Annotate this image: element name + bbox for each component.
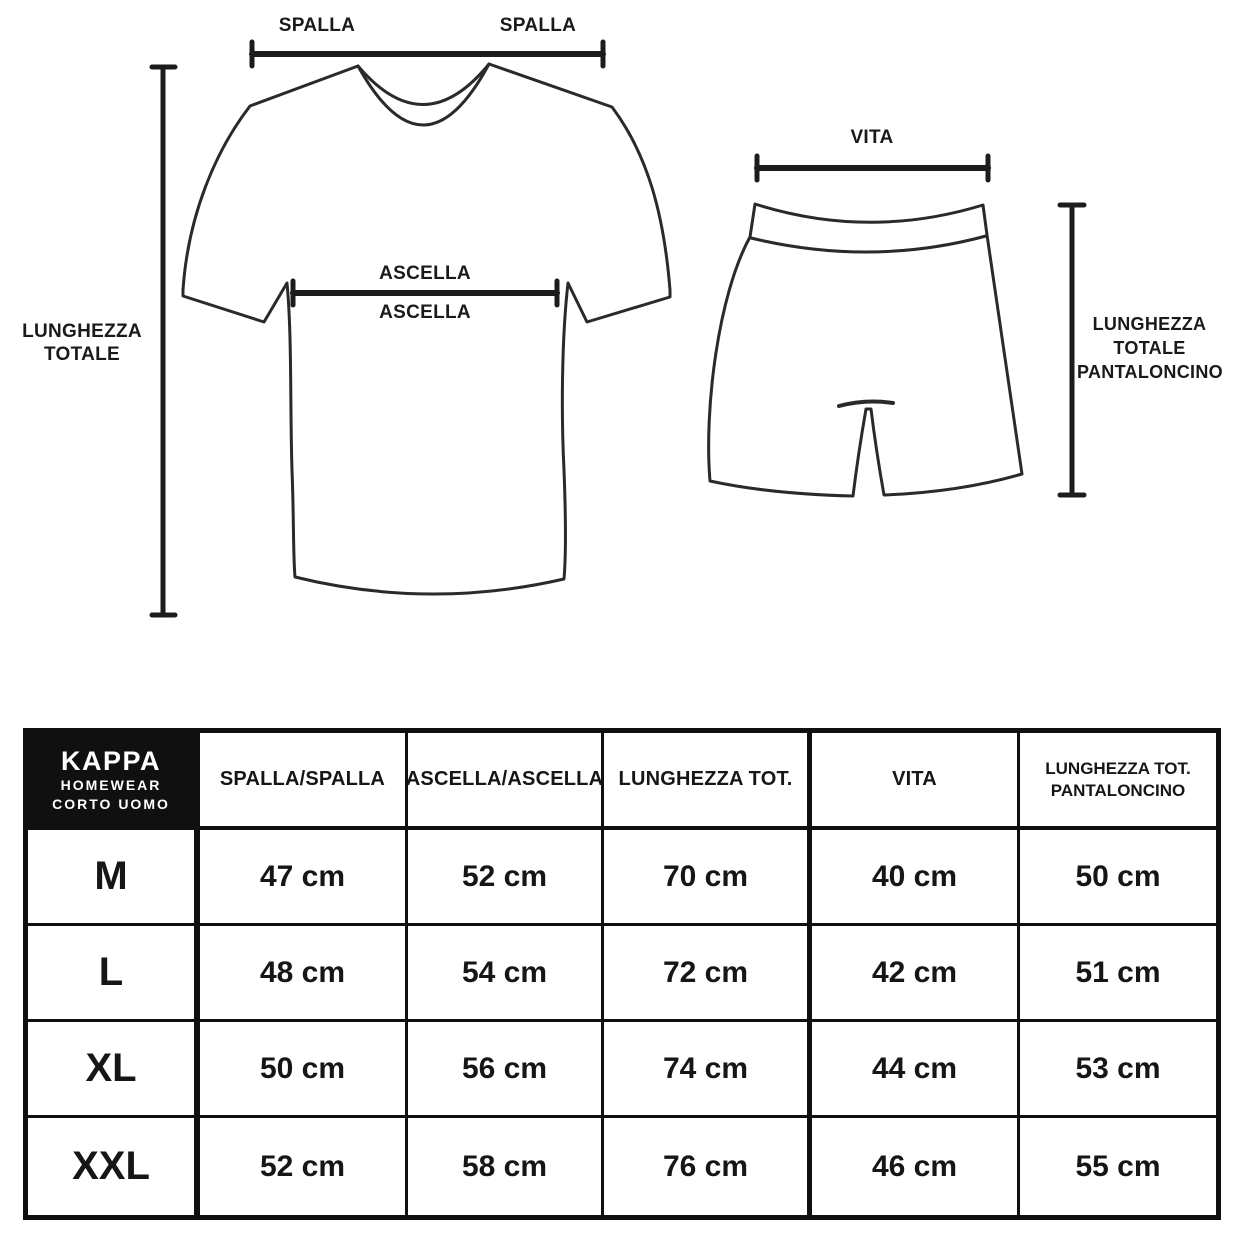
header-spalla-spalla xyxy=(200,733,408,830)
value-xl-vita xyxy=(812,1022,1020,1118)
size-cell-l xyxy=(28,926,200,1022)
spalla-measure-line xyxy=(252,42,603,66)
size-table xyxy=(23,728,1221,1220)
header-lunghezza-tot-label: LUNGHEZZA TOT. xyxy=(618,768,793,790)
measurement-value: 50 cm xyxy=(259,1051,346,1085)
value-l-ascella xyxy=(408,926,604,1022)
header-pantaloncino-line1: LUNGHEZZA TOT. xyxy=(1045,758,1191,778)
measurement-value: 52 cm xyxy=(461,859,548,893)
lunghezza-totale-line2: TOTALE xyxy=(43,344,121,365)
value-l-vita xyxy=(812,926,1020,1022)
lunghezza-pantaloncino-line3: PANTALONCINO xyxy=(1077,362,1223,382)
value-m-pantaloncino xyxy=(1020,830,1216,926)
ascella-bottom-label: ASCELLA xyxy=(379,302,471,323)
measurement-value: 46 cm xyxy=(871,1149,958,1183)
value-l-spalla xyxy=(200,926,408,1022)
value-l-lunghezza xyxy=(604,926,812,1022)
vita-label: VITA xyxy=(850,127,894,148)
measurement-value: 53 cm xyxy=(1075,1051,1161,1085)
measurement-value: 56 cm xyxy=(461,1051,548,1085)
header-ascella-ascella xyxy=(405,733,604,830)
size-label: XL xyxy=(85,1046,137,1090)
header-ascella-ascella-label: ASCELLA/ASCELLA xyxy=(405,768,604,790)
value-xl-pantaloncino xyxy=(1020,1022,1216,1118)
value-xxl-ascella xyxy=(408,1118,604,1215)
ascella-top-label: ASCELLA xyxy=(379,263,471,284)
size-label: L xyxy=(98,950,124,994)
header-vita xyxy=(812,733,1020,830)
shorts-drawing xyxy=(709,204,1022,496)
size-label: XXL xyxy=(72,1144,150,1188)
measurement-value: 58 cm xyxy=(461,1149,548,1183)
value-xxl-lunghezza xyxy=(604,1118,812,1215)
value-xxl-spalla xyxy=(200,1118,408,1215)
value-m-ascella xyxy=(408,830,604,926)
value-xl-lunghezza xyxy=(604,1022,812,1118)
value-xxl-pantaloncino xyxy=(1020,1118,1216,1215)
header-lunghezza-tot xyxy=(604,733,812,830)
measurement-value: 40 cm xyxy=(871,859,958,893)
size-cell-xl xyxy=(28,1022,200,1118)
measurement-value: 54 cm xyxy=(461,955,548,989)
measurement-value: 47 cm xyxy=(259,859,346,893)
value-m-lunghezza xyxy=(604,830,812,926)
vita-measure-line xyxy=(757,156,988,180)
value-xl-spalla xyxy=(200,1022,408,1118)
brand-line3: CORTO UOMO xyxy=(52,795,170,812)
header-spalla-spalla-label: SPALLA/SPALLA xyxy=(219,768,386,790)
lunghezza-totale-label xyxy=(16,320,148,366)
header-vita-label: VITA xyxy=(892,768,937,790)
measurement-value: 70 cm xyxy=(662,859,749,893)
measurement-value: 72 cm xyxy=(662,955,749,989)
spalla-left-label: SPALLA xyxy=(278,15,356,36)
header-lunghezza-tot-pantaloncino xyxy=(1020,733,1216,830)
brand-name: KAPPA xyxy=(60,745,161,776)
lunghezza-pantaloncino-line1: LUNGHEZZA xyxy=(1092,314,1207,334)
measurement-value: 51 cm xyxy=(1075,955,1161,989)
shorts-outline xyxy=(709,204,1022,496)
measurement-value: 76 cm xyxy=(662,1149,749,1183)
measurement-value: 74 cm xyxy=(662,1051,749,1085)
lunghezza-totale-measure-line xyxy=(152,67,175,615)
measurement-value: 50 cm xyxy=(1075,859,1161,893)
tshirt-drawing xyxy=(183,64,670,594)
measurement-value: 42 cm xyxy=(871,955,958,989)
tshirt-outline xyxy=(183,64,670,594)
lunghezza-totale-line1: LUNGHEZZA xyxy=(22,321,142,342)
measurement-value: 48 cm xyxy=(259,955,346,989)
measurement-value: 52 cm xyxy=(259,1149,346,1183)
value-l-pantaloncino xyxy=(1020,926,1216,1022)
lunghezza-pantaloncino-label xyxy=(1077,312,1222,384)
brand-line2: HOMEWEAR xyxy=(60,776,162,793)
measurement-value: 44 cm xyxy=(871,1051,958,1085)
size-cell-xxl xyxy=(28,1118,200,1215)
size-label: M xyxy=(94,854,128,898)
measurement-value: 55 cm xyxy=(1075,1149,1161,1183)
header-pantaloncino-line2: PANTALONCINO xyxy=(1050,780,1186,800)
lunghezza-pantaloncino-line2: TOTALE xyxy=(1113,338,1186,358)
value-m-spalla xyxy=(200,830,408,926)
brand-header-cell xyxy=(28,733,200,830)
size-cell-m xyxy=(28,830,200,926)
value-xxl-vita xyxy=(812,1118,1020,1215)
spalla-right-label: SPALLA xyxy=(499,15,577,36)
value-xl-ascella xyxy=(408,1022,604,1118)
value-m-vita xyxy=(812,830,1020,926)
